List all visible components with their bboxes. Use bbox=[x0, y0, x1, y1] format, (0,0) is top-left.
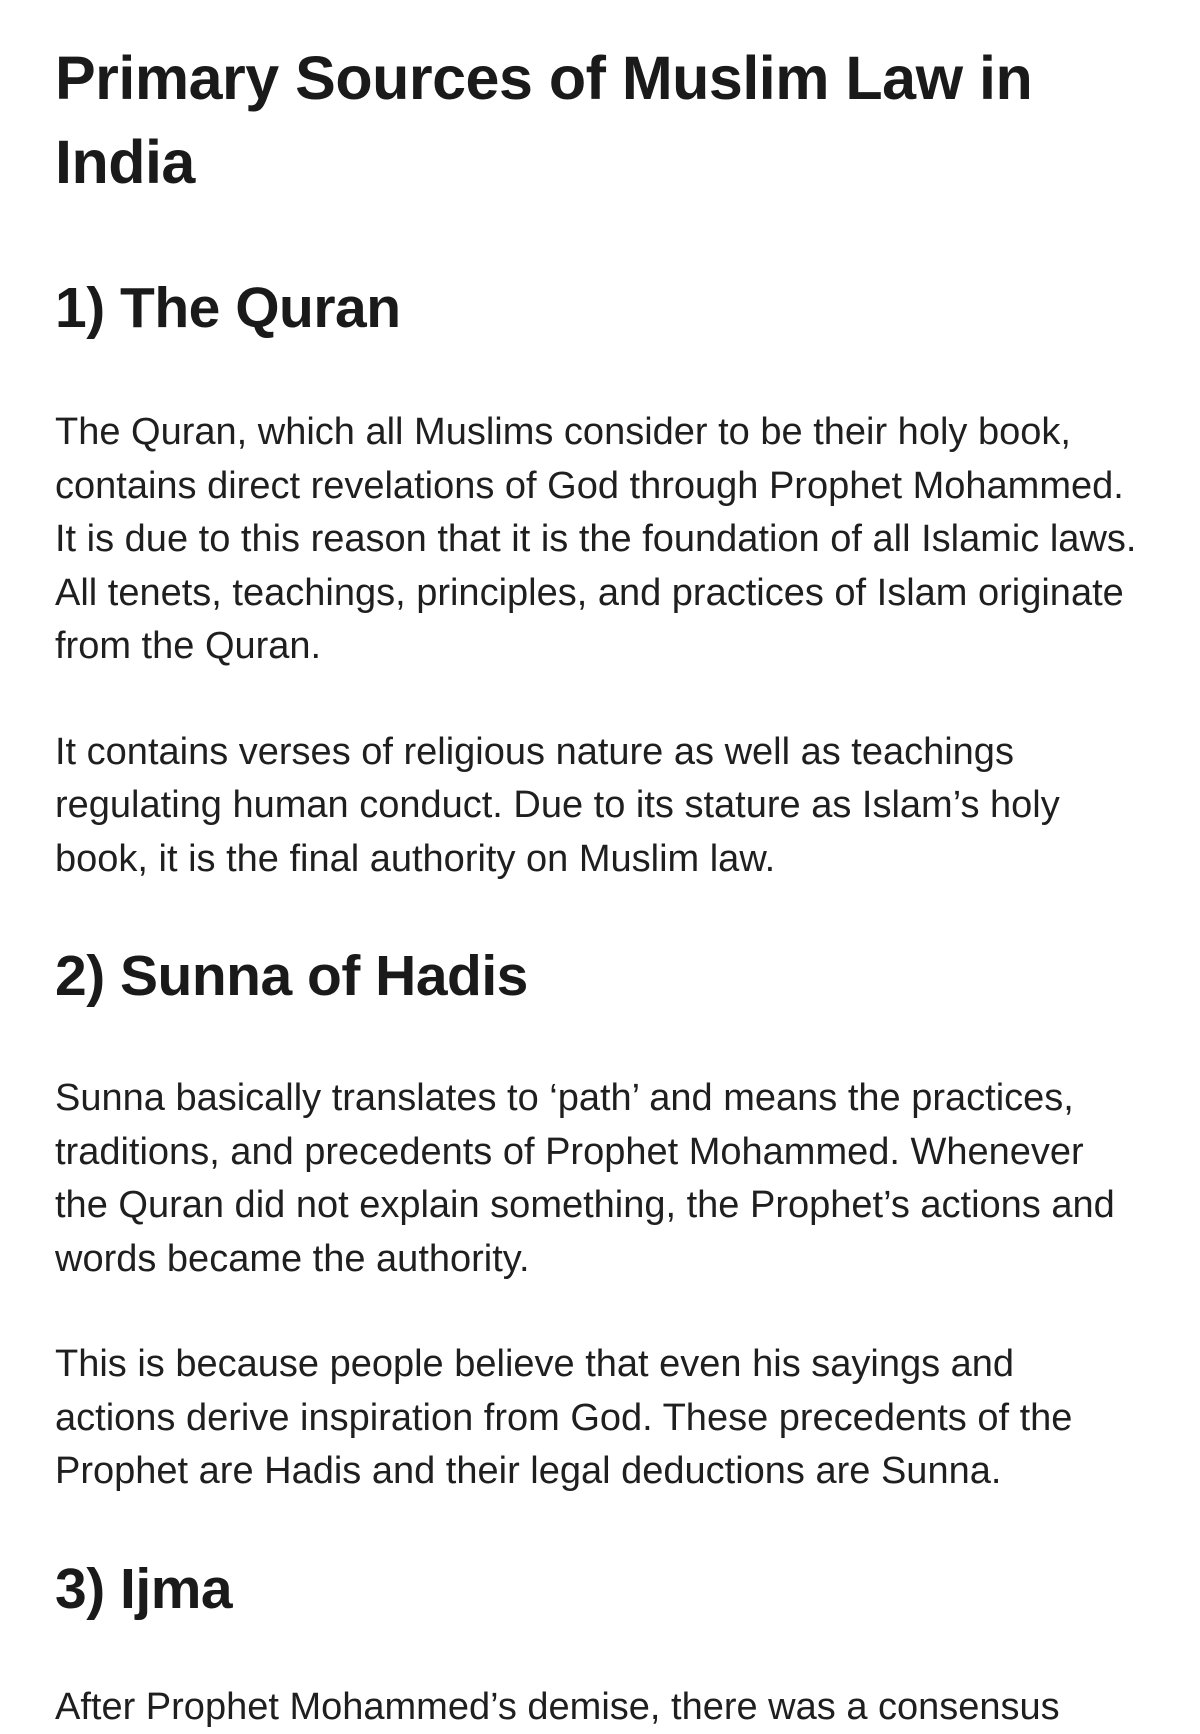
section-paragraph-quran-2: It contains verses of religious nature as well as teachings regulating human conduct. Due to its stature as Islam’s holy book, it is the final authority on Muslim law. bbox=[55, 726, 1140, 887]
section-paragraph-sunna-1: Sunna basically translates to ‘path’ and means the practices, traditions, and precedents of Prophet Mohammed. Whenever the Quran did not explain something, the Prophet’s actions and words became the authority. bbox=[55, 1072, 1140, 1286]
section-heading-sunna: 2) Sunna of Hadis bbox=[55, 934, 1140, 1018]
section-paragraph-quran-1: The Quran, which all Muslims consider to be their holy book, contains direct revelations of God through Prophet Mohammed. It is due to this reason that it is the foundation of all Islamic laws. All tenets, teachings, principles, and practices of Islam originate from the Quran. bbox=[55, 406, 1140, 674]
section-heading-quran: 1) The Quran bbox=[55, 266, 1140, 350]
section-paragraph-ijma-1: After Prophet Mohammed’s demise, there was a consensus bbox=[55, 1681, 1140, 1734]
section-paragraph-sunna-2: This is because people believe that even his sayings and actions derive inspiration from God. These precedents of the Prophet are Hadis and their legal deductions are Sunna. bbox=[55, 1338, 1140, 1499]
page-title: Primary Sources of Muslim Law in India bbox=[55, 36, 1140, 204]
section-heading-ijma: 3) Ijma bbox=[55, 1547, 1140, 1631]
